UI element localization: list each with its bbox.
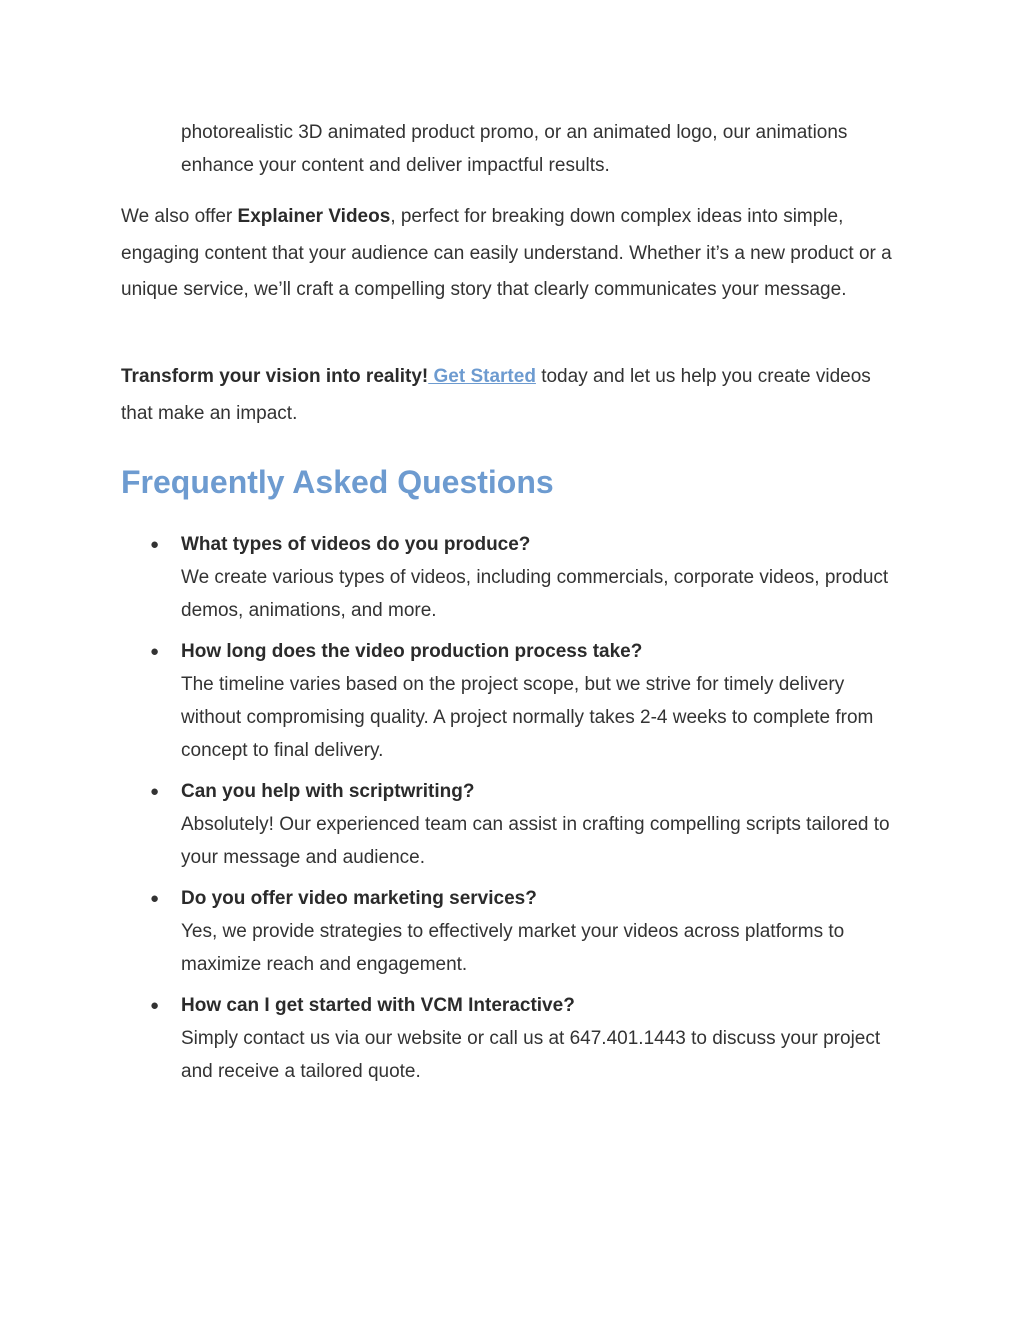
faq-item [0,775,901,874]
cta-bold: Transform your vision into reality! [121,366,429,387]
bullet-icon: ● [150,997,160,1014]
get-started-link[interactable]: Get Started [428,366,536,387]
faq-item [0,528,901,627]
faq-list [0,528,1024,1096]
faq-item [0,882,901,981]
faq-question: How long does the video production process take? [181,641,643,662]
bullet-icon: ● [150,643,160,660]
faq-heading: Frequently Asked Questions [121,464,554,500]
faq-answer: The timeline varies based on the project scope, but we strive for timely delivery without compromising quality. A project normally takes 2-4 weeks to complete from concept to final delivery. [181,674,874,761]
faq-answer: Yes, we provide strategies to effectively market your videos across platforms to maximize reach and engagement. [181,921,845,975]
faq-answer: Simply contact us via our website or call us at 647.401.1443 to discuss your project and receive a tailored quote. [181,1028,881,1082]
faq-item [0,989,901,1088]
cta-body: today and let us help you create videos that make an impact. [121,366,871,424]
explainer-body: , perfect for breaking down complex ideas into simple, engaging content that your audience can easily understand. Whether it’s a new product or a unique service, we’ll craft a compelling story that clearly communicates your message. [121,206,892,300]
continuation-text: photorealistic 3D animated product promo, or an animated logo, our animations enhance your content and deliver impactful results. [181,122,848,176]
faq-question: Do you offer video marketing services? [181,888,537,909]
explainer-paragraph [121,199,896,309]
bullet-icon: ● [150,890,160,907]
faq-answer: We create various types of videos, including commercials, corporate videos, product demos, animations, and more. [181,567,889,621]
faq-item [0,635,901,767]
bullet-icon: ● [150,536,160,553]
faq-question: What types of videos do you produce? [181,534,531,555]
explainer-intro: We also offer [121,206,238,227]
faq-answer: Absolutely! Our experienced team can assist in crafting compelling scripts tailored to your message and audience. [181,814,890,868]
explainer-videos-bold: Explainer Videos [237,206,391,227]
faq-question: How can I get started with VCM Interactive? [181,995,575,1016]
bullet-icon: ● [150,783,160,800]
faq-question: Can you help with scriptwriting? [181,781,475,802]
cta-paragraph [121,359,896,432]
